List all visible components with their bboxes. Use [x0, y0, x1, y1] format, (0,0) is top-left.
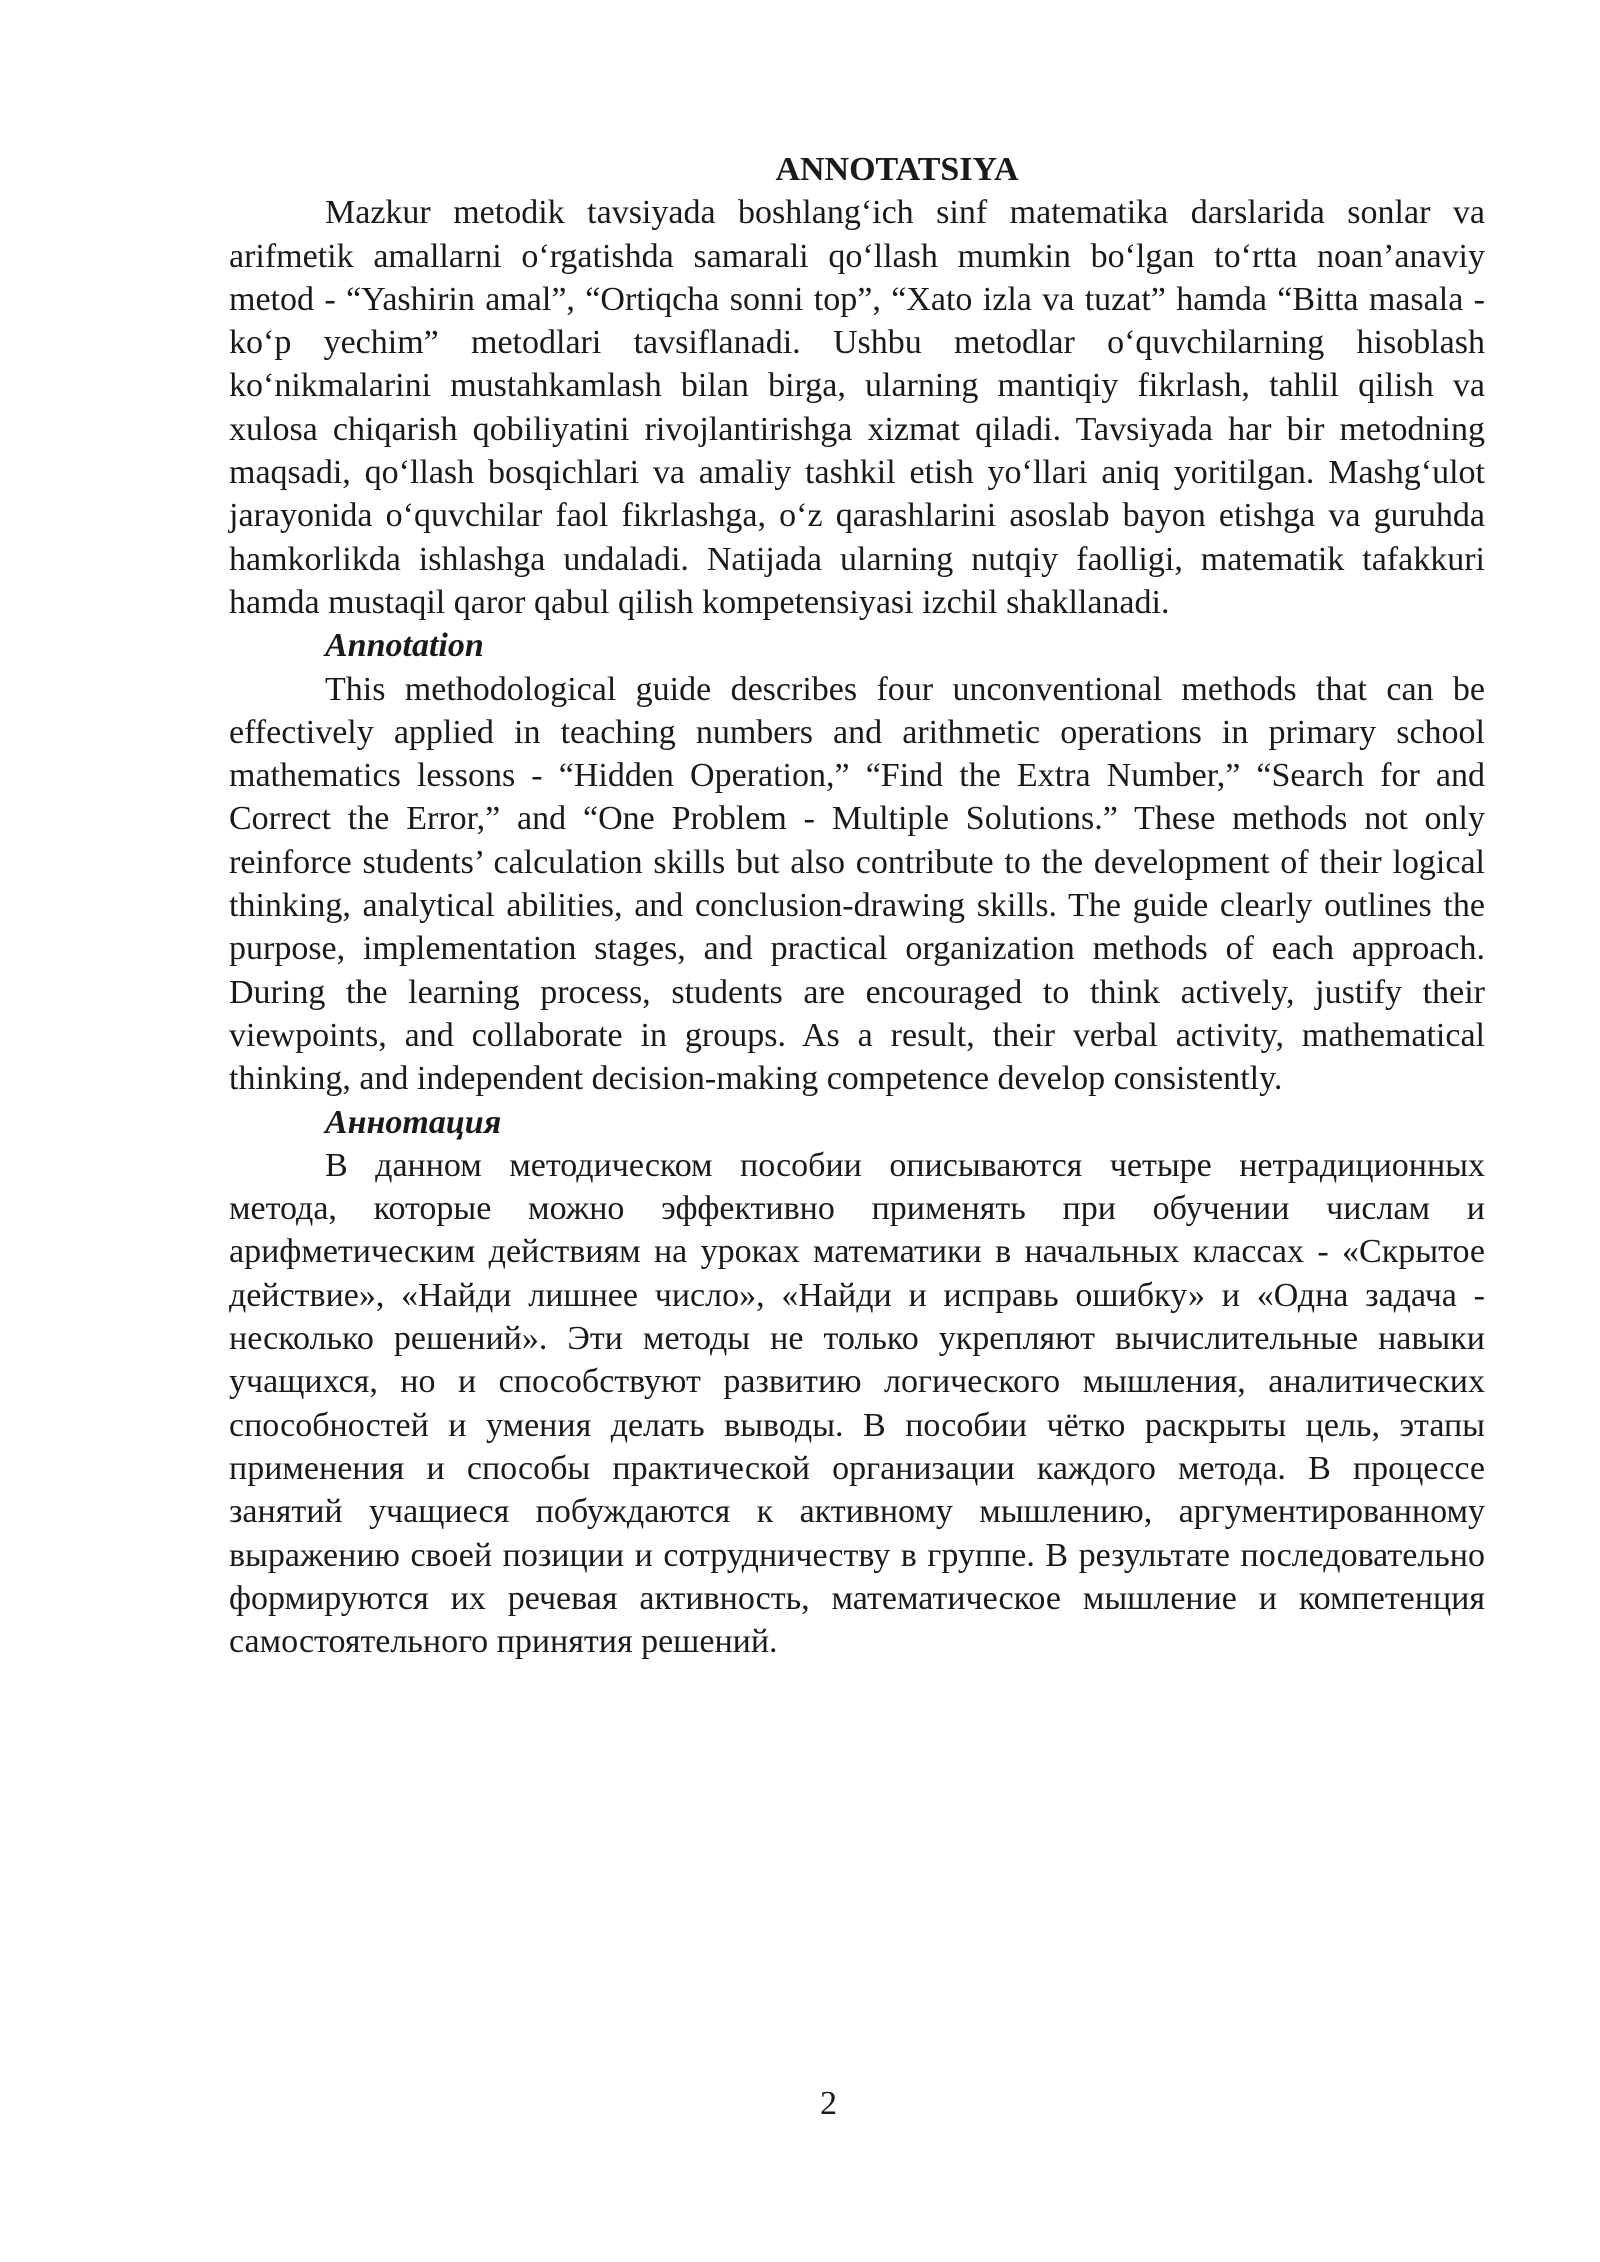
english-annotation-heading: Annotation	[325, 627, 484, 665]
russian-annotation-paragraph: В данном методическом пособии описываются четыре нетрадиционных метода, которые можно эффективно применять при обучении числам и арифметическим действиям на уроках математики в начальных классах - «Скрытое действие», «Найди лишнее число», «Найди и исправь ошибку» и «Одна задача - несколько решений». Эти методы не только укрепляют вычислительные навыки учащихся, но и способствуют развитию логического мышления, аналитических способностей и умения делать выводы. В пособии чётко раскрыты цель, этапы применения и способы практической организации каждого метода. В процессе занятий учащиеся побуждаются к активному мышлению, аргументированному выражению своей позиции и сотрудничеству в группе. В результате последовательно формируются их речевая активность, математическое мышление и компетенция самостоятельного принятия решений.	[229, 1146, 1485, 1661]
uzbek-annotation-paragraph: Mazkur metodik tavsiyada boshlang‘ich sinf matematika darslarida sonlar va arifmetik amallarni o‘rgatishda samarali qo‘llash mumkin bo‘lgan to‘rtta noan’anaviy metod - “Yashirin amal”, “Ortiqcha sonni top”, “Xato izla va tuzat” hamda “Bitta masala - ko‘p yechim” metodlari tavsiflanadi. Ushbu metodlar o‘quvchilarning hisoblash ko‘nikmalarini mustahkamlash bilan birga, ularning mantiqiy fikrlash, tahlil qilish va xulosa chiqarish qobiliyatini rivojlantirishga xizmat qiladi. Tavsiyada har bir metodning maqsadi, qo‘llash bosqichlari va amaliy tashkil etish yo‘llari aniq yoritilgan. Mashg‘ulot jarayonida o‘quvchilar faol fikrlashga, o‘z qarashlarini asoslab bayon etishga va guruhda hamkorlikda ishlashga undaladi. Natijada ularning nutqiy faolligi, matematik tafakkuri hamda mustaqil qaror qabul qilish kompetensiyasi izchil shakllanadi.	[229, 194, 1485, 621]
english-annotation-paragraph: This methodological guide describes four unconventional methods that can be effectively applied in teaching numbers and arithmetic operations in primary school mathematics lessons - “Hidden Operation,” “Find the Extra Number,” “Search for and Correct the Error,” and “One Problem - Multiple Solutions.” These methods not only reinforce students’ calculation skills but also contribute to the development of their logical thinking, analytical abilities, and conclusion-drawing skills. The guide clearly outlines the purpose, implementation stages, and practical organization methods of each approach. During the learning process, students are encouraged to think actively, justify their viewpoints, and collaborate in groups. As a result, their verbal activity, mathematical thinking, and independent decision-making competence develop consistently.	[229, 670, 1485, 1098]
russian-annotation-heading: Аннотация	[325, 1103, 502, 1141]
page-number: 2	[820, 2085, 837, 2122]
document-page	[229, 148, 1485, 1663]
page-title: ANNOTATSIYA	[775, 151, 1019, 188]
